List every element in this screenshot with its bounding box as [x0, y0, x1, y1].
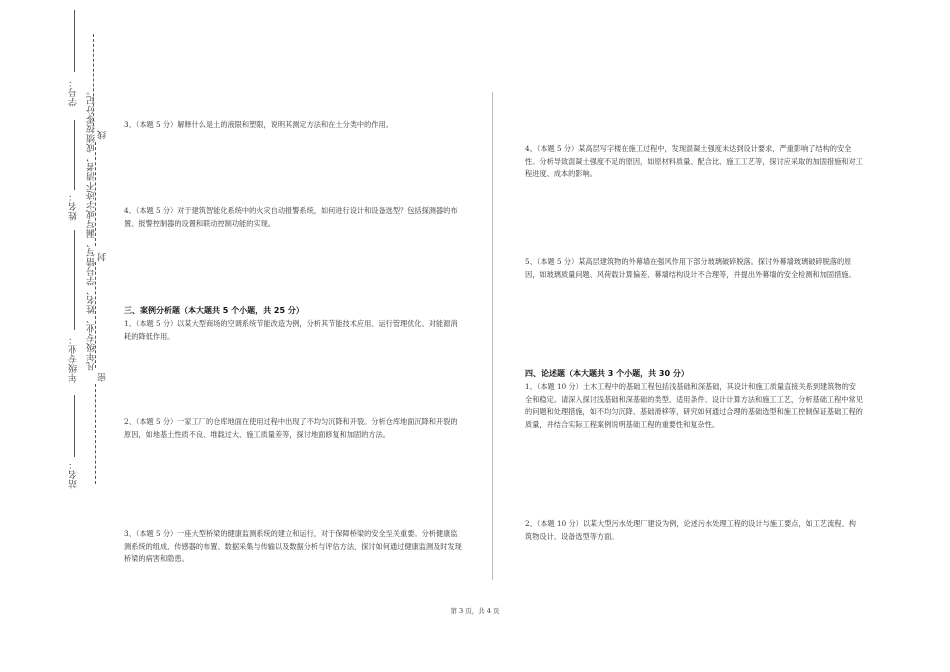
major-line	[74, 230, 75, 330]
seal-mark-secret: 密	[98, 372, 108, 382]
school-line	[74, 395, 75, 457]
essay-question-1: 1、（本题 10 分）土木工程中的基础工程包括浅基础和深基础，其设计和施工质量直接关系到建筑物的安全和稳定。请深入探讨浅基础和深基础的类型、适用条件、设计计算方法和施工工艺，分析基础工程中常见的问题和处理措施，如不均匀沉降、基础滑移等，研究如何通过合理的基础选型和施工控制保证基础工程的质量，并结合实际工程案例说明基础工程的重要性和复杂性。	[525, 382, 863, 429]
name-label: 姓名：	[69, 192, 79, 221]
case-question-4: 4、（本题 5 分）某高层写字楼在施工过程中，发现混凝土强度未达到设计要求，严重影响了结构的安全性。分析导致混凝土强度不足的原因，如原材料质量、配合比、施工工艺等，探讨应采取的加固措施和对工程进度、成本的影响。	[525, 144, 863, 178]
student-id-label: 学号：	[69, 78, 79, 107]
seal-mark-seal: 封	[98, 252, 108, 262]
page-number: 第 3 页，共 4 页	[450, 607, 500, 615]
case-question-1: 1、（本题 5 分）以某大型商场的空调系统节能改造为例，分析其节能技术应用、运行管理优化、对能源消耗的降低作用。	[124, 319, 458, 341]
section-3-title: 三、案例分析题（本大题共 5 个小题，共 25 分）	[124, 306, 304, 315]
cut-line-3	[95, 262, 96, 368]
seal-mark-line: 线	[98, 130, 108, 140]
question-4: 4、（本题 5 分）对于建筑智能化系统中的火灾自动报警系统，如何进行设计和设备选型？包括探测器的布置、报警控制器的设置和联动控制功能的实现。	[124, 206, 458, 228]
essay-question-2: 2、（本题 10 分）以某大型污水处理厂建设为例，论述污水处理工程的设计与施工要点，如工艺流程、构筑物设计、设备选型等方面。	[525, 519, 856, 541]
column-divider	[492, 92, 493, 580]
cut-line-1	[93, 34, 94, 126]
major-label: 年级专业：	[69, 335, 79, 383]
name-line	[74, 120, 75, 190]
question-3: 3、（本题 5 分）解释什么是土的液限和塑限，说明其测定方法和在土分类中的作用。	[124, 120, 393, 129]
school-label: 站名：	[69, 460, 79, 489]
binding-margin	[0, 0, 110, 672]
cut-line-4	[95, 384, 96, 484]
cut-line-2	[95, 142, 96, 246]
section-4-title: 四、论述题（本大题共 3 个小题，共 30 分）	[525, 369, 689, 378]
case-question-2: 2、（本题 5 分）一家工厂的仓库地面在使用过程中出现了不均匀沉降和开裂。分析仓库地面沉降和开裂的原因，如地基土性质不良、堆载过大、施工质量差等，探讨地面修复和加固的方法。	[124, 417, 458, 439]
binding-warning: 凡年级专业、姓名、学号错写、漏写或字迹不清者，成绩按零分记。	[87, 86, 97, 371]
student-id-line	[74, 10, 75, 72]
case-question-3: 3、（本题 5 分）一座大型桥梁的健康监测系统的建立和运行，对于保障桥梁的安全至关重要。分析健康监测系统的组成、传感器的布置、数据采集与传输以及数据分析与评估方法，探讨如何通过健康监测及时发现桥梁的病害和隐患。	[124, 529, 462, 563]
case-question-5: 5、（本题 5 分）某高层建筑物的外幕墙在强风作用下部分玻璃破碎脱落。探讨外幕墙玻璃破碎脱落的原因，如玻璃质量问题、风荷载计算偏差、幕墙结构设计不合理等，并提出外幕墙的安全检测和加固措施。	[525, 257, 856, 279]
